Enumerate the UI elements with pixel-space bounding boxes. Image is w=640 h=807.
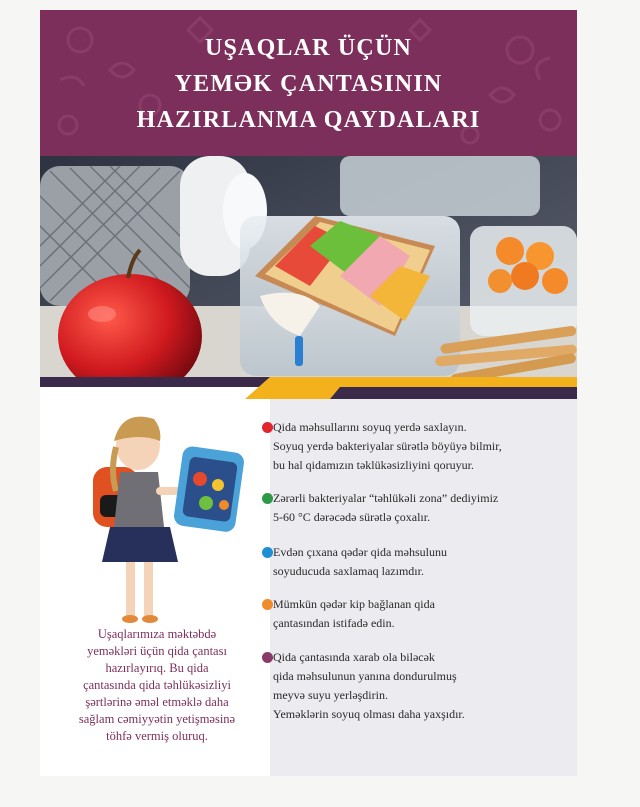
blue-bullet-icon [262, 547, 273, 558]
title-line-2: YEMƏK ÇANTASININ [174, 71, 443, 97]
rule-item-3 [273, 543, 573, 581]
child-panel [40, 399, 270, 776]
rule-line: bu hal qidamızın təklükəsizliyini qoruyur. [273, 458, 474, 472]
rule-line: Zərərli bakteriyalar “təhlükəli zona” dediyimiz [273, 491, 499, 505]
rule-line: Mümkün qədər kip bağlanan qida [273, 597, 435, 611]
caption-line: hazırlayırıq. Bu qida [105, 661, 209, 675]
title-line-1: UŞAQLAR ÜÇÜN [204, 35, 413, 61]
caption-line: yeməkləri üçün qida çantası [87, 644, 227, 658]
green-bullet-icon [262, 493, 273, 504]
orange-bullet-icon [262, 599, 273, 610]
decorative-stripe [40, 377, 577, 399]
rule-line: meyvə suyu yerləşdirin. [273, 688, 388, 702]
caption-line: şərtlərinə əməl etməklə daha [85, 695, 229, 709]
caption-line: sağlam cəmiyyətin yetişməsinə [78, 712, 236, 726]
intro-caption [52, 626, 262, 745]
rule-line: çantasından istifadə edin. [273, 616, 395, 630]
rule-line: qida məhsulunun yanına dondurulmuş [273, 669, 457, 683]
rule-line: soyuducuda saxlamaq lazımdır. [273, 564, 424, 578]
rule-item-5 [273, 648, 573, 724]
rule-item-4 [273, 595, 573, 633]
lunch-photo-illustration [40, 156, 577, 388]
page-title [40, 30, 577, 138]
child-with-backpack-image [78, 407, 248, 627]
rule-line: Evdən çıxana qədər qida məhsulunu [273, 545, 447, 559]
caption-line: Uşaqlarımıza məktəbdə [97, 627, 217, 641]
caption-line: töhfə vermiş oluruq. [106, 729, 208, 743]
header-banner [40, 10, 577, 156]
lunch-photo [40, 156, 577, 388]
red-bullet-icon [262, 422, 273, 433]
rule-line: Yeməklərin soyuq olması daha yaxşıdır. [273, 707, 465, 721]
title-line-3: HAZIRLANMA QAYDALARI [136, 107, 481, 133]
rule-line: Qida çantasında xarab ola biləcək [273, 650, 435, 664]
caption-line: çantasında qida təhlükəsizliyi [83, 678, 231, 692]
rule-item-2 [273, 489, 573, 527]
rule-item-1 [273, 418, 573, 475]
rule-line: Soyuq yerdə bakteriyalar sürətlə böyüyə bilmir, [273, 439, 502, 453]
purple-bullet-icon [262, 652, 273, 663]
rule-line: 5-60 °C dərəcədə sürətlə çoxalır. [273, 510, 431, 524]
rule-line: Qida məhsullarını soyuq yerdə saxlayın. [273, 420, 467, 434]
poster [40, 10, 577, 776]
